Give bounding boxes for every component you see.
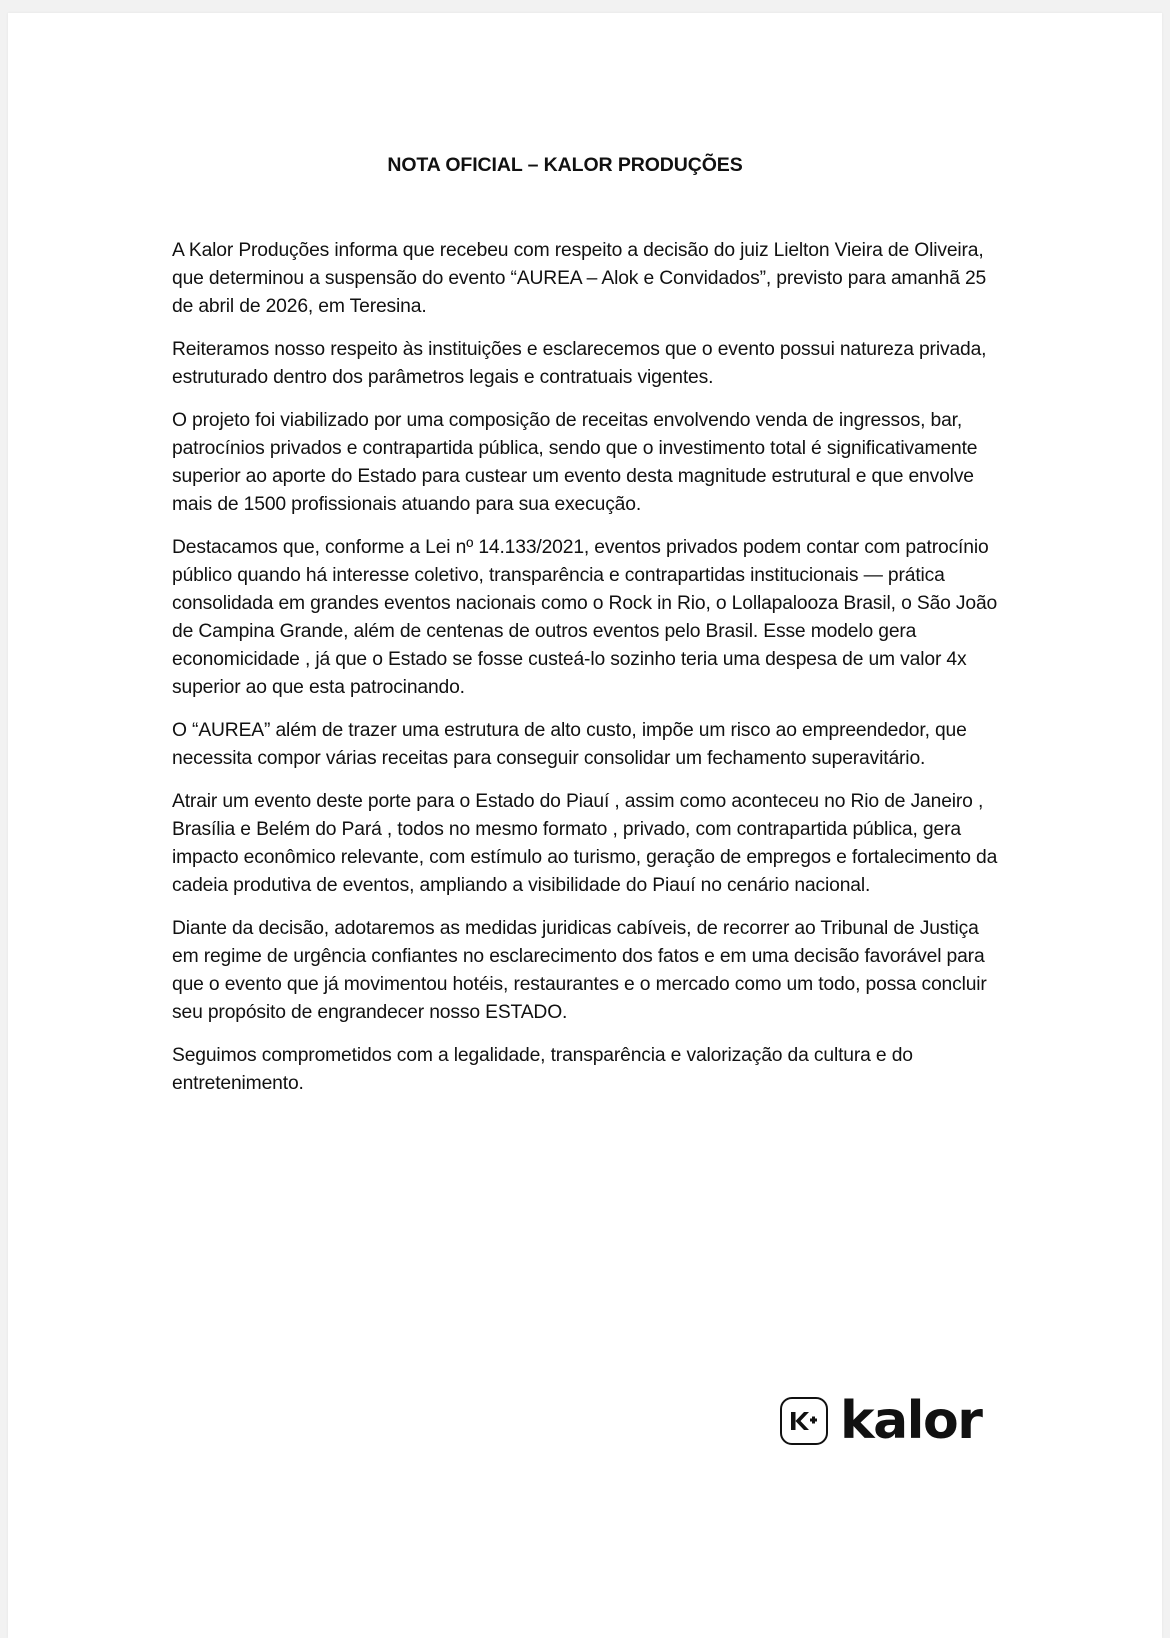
document-title: NOTA OFICIAL – KALOR PRODUÇÕES [387,154,743,176]
paragraph-1: A Kalor Produções informa que recebeu com respeito a decisão do juiz Lielton Vieira de Oliveira, que determinou a suspensão do evento “AUREA – Alok e Convidados”, previsto para amanhã 25 de abril de 2026, em Teresina. [172,240,987,317]
kalor-wordmark: kalor [840,1391,982,1451]
document-body [172,237,1002,1113]
paragraph-3: O projeto foi viabilizado por uma composição de receitas envolvendo venda de ingressos, bar, patrocínios privados e contrapartida pública, sendo que o investimento total é significativamente superior ao aporte do Estado para custear um evento desta magnitude estrutural e que envolve mais de 1500 profissionais atuando para sua execução. [172,410,978,515]
paragraph-2: Reiteramos nosso respeito às instituições e esclarecemos que o evento possui natureza privada, estruturado dentro dos parâmetros legais e contratuais vigentes. [172,339,987,388]
document-page [8,13,1162,1638]
paragraph-6: Atrair um evento deste porte para o Estado do Piauí , assim como aconteceu no Rio de Janeiro , Brasília e Belém do Pará , todos no mesmo formato , privado, com contrapartida pública, gera impacto econômico relevante, com estímulo ao turismo, geração de empregos e fortalecimento da cadeia produtiva de eventos, ampliando a visibilidade do Piauí no cenário nacional. [172,791,998,896]
kalor-logo [780,1393,981,1449]
paragraph-4: Destacamos que, conforme a Lei nº 14.133/2021, eventos privados podem contar com patrocínio público quando há interesse coletivo, transparência e contrapartidas institucionais — prática consolidada em grandes eventos nacionais como o Rock in Rio, o Lollapalooza Brasil, o São João de Campina Grande, além de centenas de outros eventos pelo Brasil. Esse modelo gera economicidade , já que o Estado se fosse custeá-lo sozinho teria uma despesa de um valor 4x superior ao que esta patrocinando. [172,537,998,698]
kalor-k-plus-icon [780,1397,828,1445]
paragraph-7: Diante da decisão, adotaremos as medidas juridicas cabíveis, de recorrer ao Tribunal de Justiça em regime de urgência confiantes no esclarecimento dos fatos e em uma decisão favorável para que o evento que já movimentou hotéis, restaurantes e o mercado como um todo, possa concluir seu propósito de engrandecer nosso ESTADO. [172,918,987,1023]
paragraph-5: O “AUREA” além de trazer uma estrutura de alto custo, impõe um risco ao empreendedor, que necessita compor várias receitas para conseguir consolidar um fechamento superavitário. [172,720,967,769]
paragraph-8: Seguimos comprometidos com a legalidade, transparência e valorização da cultura e do entretenimento. [172,1045,913,1094]
